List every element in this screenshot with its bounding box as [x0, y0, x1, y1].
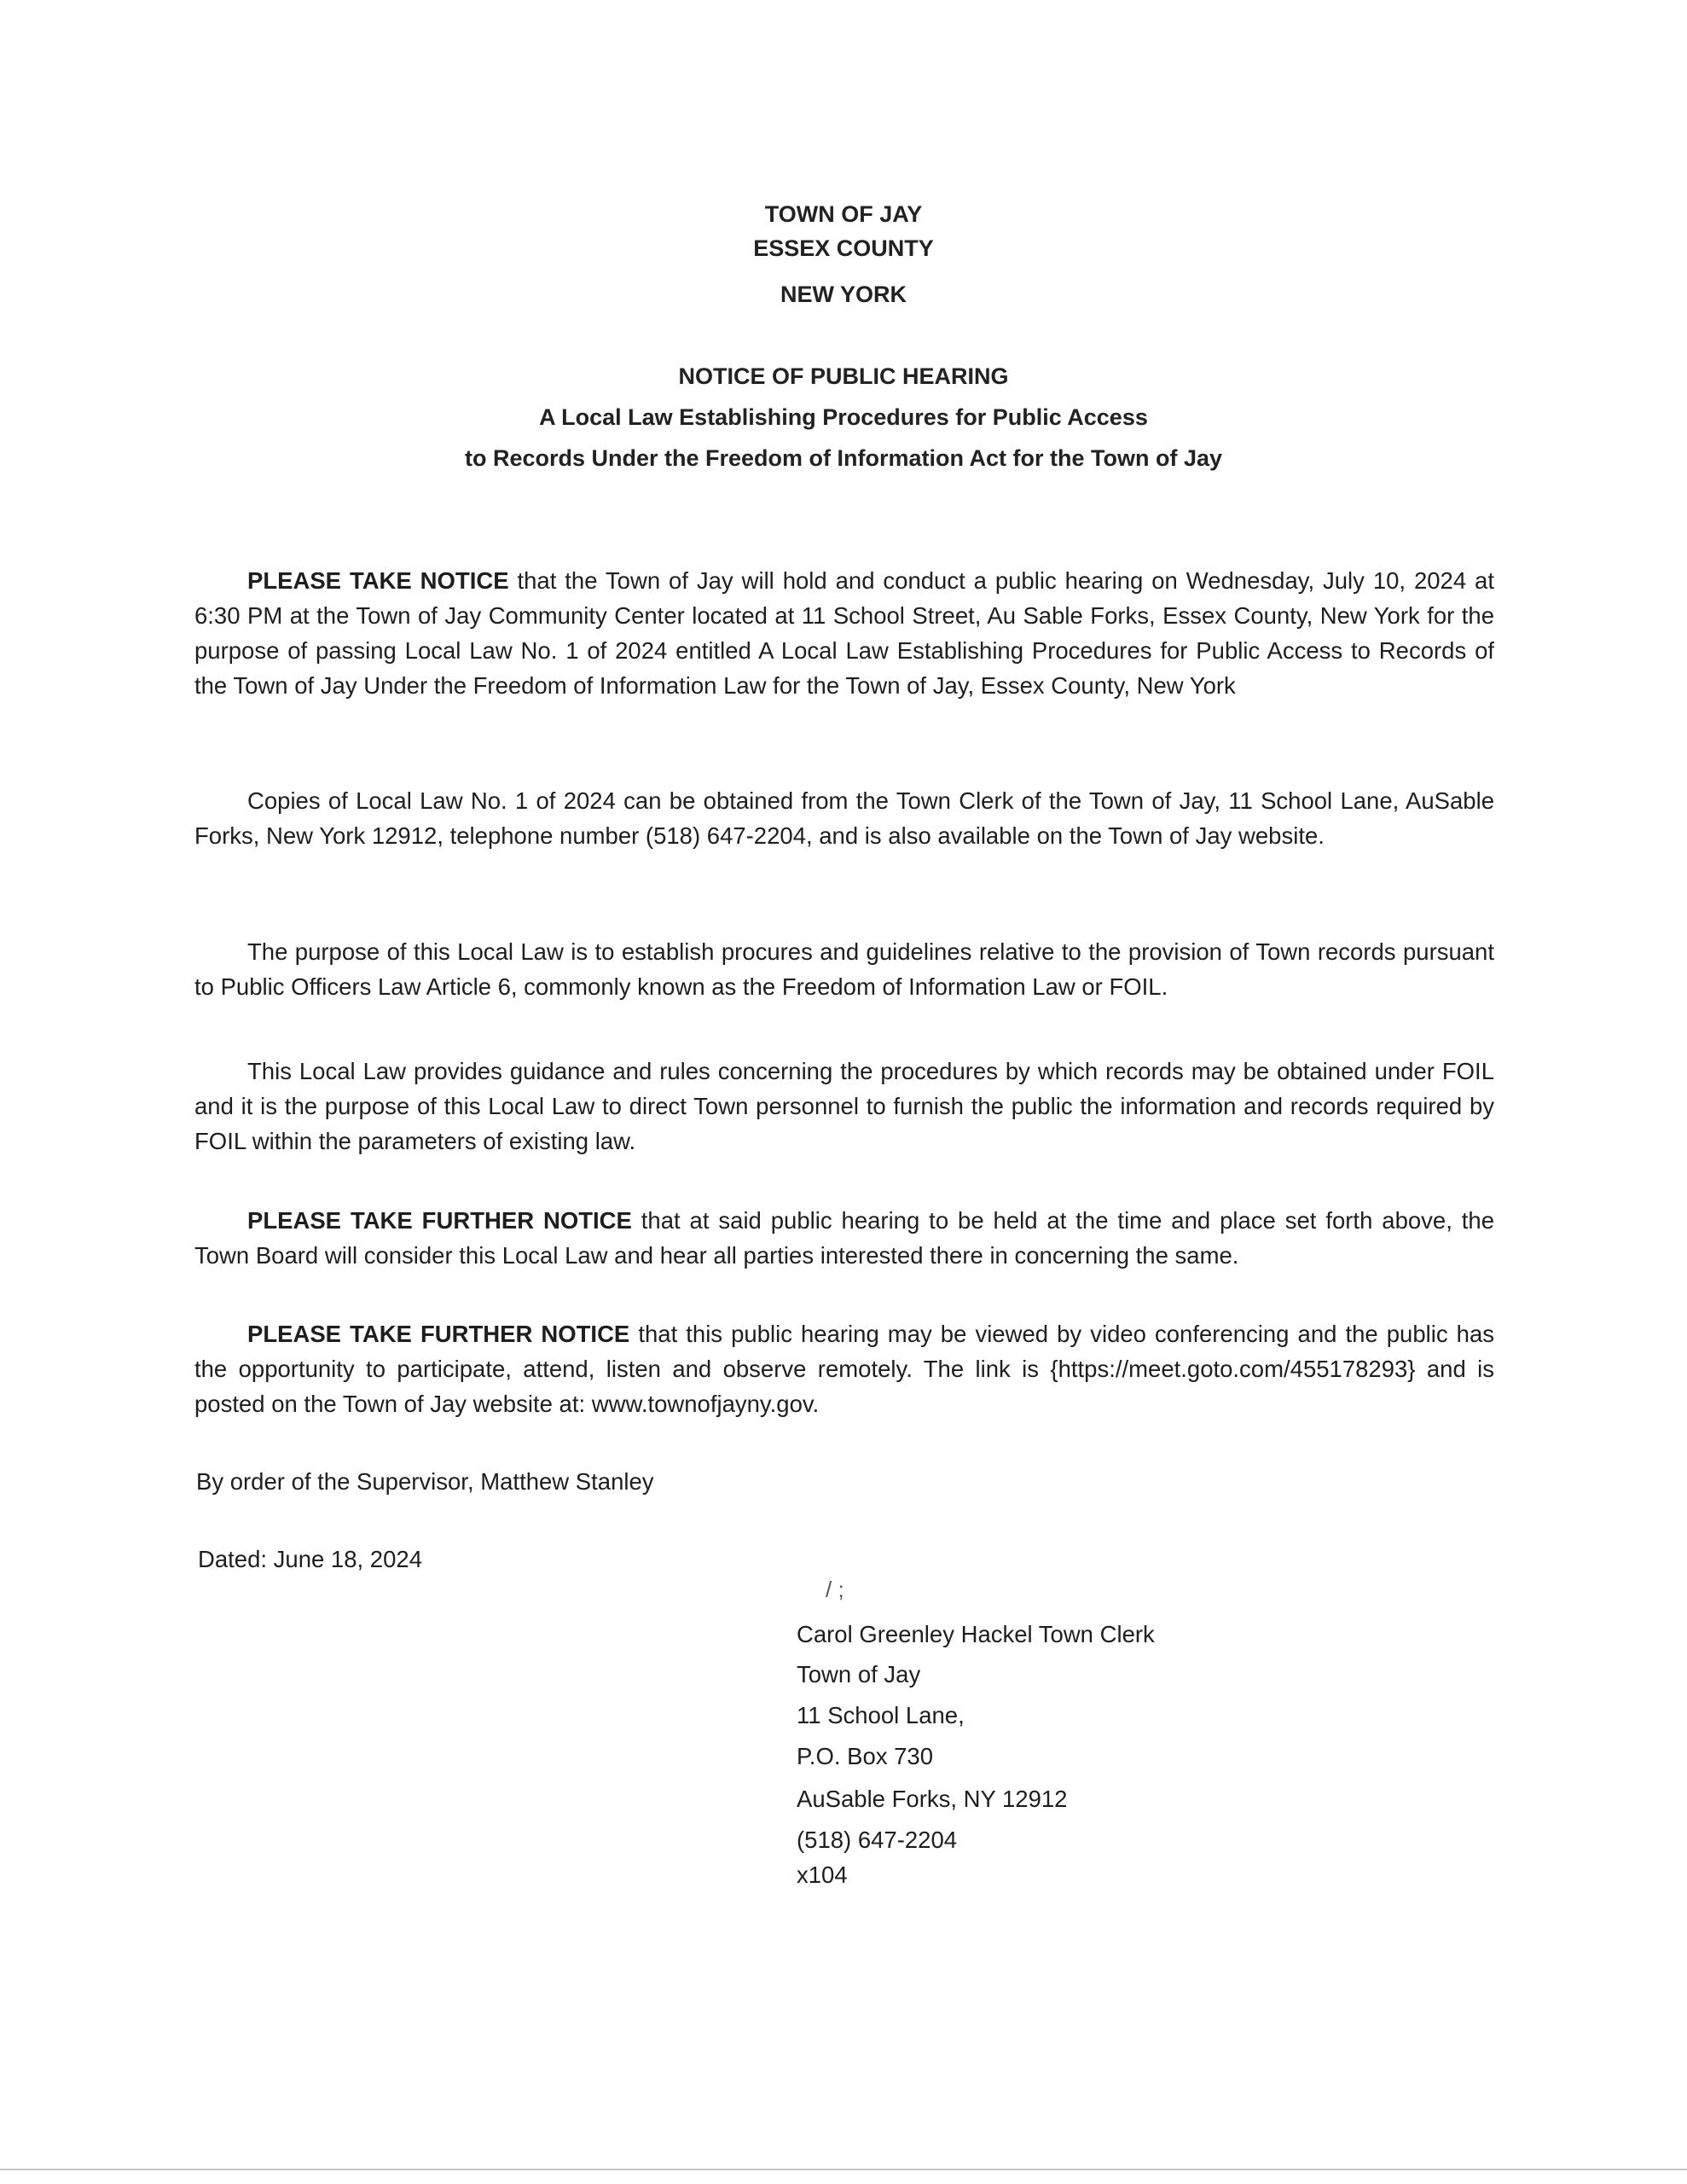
paragraph-copies	[194, 783, 1494, 853]
paragraph-purpose	[194, 934, 1494, 1004]
supervisor-order: By order of the Supervisor, Matthew Stanley	[196, 1468, 654, 1495]
paragraph-purpose-text: The purpose of this Local Law is to establish procures and guidelines relative to the provision of Town records pursuant to Public Officers Law Article 6, commonly known as the Freedom of Information Law or FOIL.	[194, 938, 1494, 1000]
header-town: TOWN OF JAY	[764, 201, 923, 227]
paragraph-further-notice-2-text: that this public hearing may be viewed by video conferencing and the public has the opportunity to participate, attend, listen and observe remotely. The link is {https://meet.goto.com/455178293} and is posted on the Town of Jay website at: www.townofjayny.gov.	[194, 1321, 1494, 1417]
signatory-name-title: Carol Greenley Hackel Town Clerk	[797, 1621, 1155, 1647]
paragraph-copies-text: Copies of Local Law No. 1 of 2024 can be obtained from the Town Clerk of the Town of Jay, 11 School Lane, AuSable Forks, New York 12912, telephone number (518) 647-2204, and is also available on the Town of Jay website.	[194, 787, 1494, 849]
paragraph-further-notice-1	[194, 1203, 1494, 1273]
signatory-phone: (518) 647-2204	[797, 1827, 958, 1853]
paragraph-further-notice-2-lead: PLEASE TAKE FURTHER NOTICE	[247, 1321, 630, 1347]
paragraph-further-notice-2	[194, 1316, 1494, 1421]
paragraph-guidance	[194, 1054, 1494, 1159]
signature-mark: / ;	[826, 1577, 844, 1602]
paragraph-further-notice-1-text: that at said public hearing to be held at the time and place set forth above, the Town Board will consider this Local Law and hear all parties interested there in concerning the same.	[194, 1207, 1494, 1269]
paragraph-guidance-text: This Local Law provides guidance and rules concerning the procedures by which records may be obtained under FOIL and it is the purpose of this Local Law to direct Town personnel to furnish the public the information and records required by FOIL within the parameters of existing law.	[194, 1058, 1494, 1154]
notice-subtitle-line2: to Records Under the Freedom of Information Act for the Town of Jay	[464, 445, 1223, 471]
signatory-po-box: P.O. Box 730	[797, 1743, 934, 1769]
notice-title: NOTICE OF PUBLIC HEARING	[678, 363, 1009, 389]
signatory-org: Town of Jay	[797, 1661, 921, 1687]
paragraph-notice-lead: PLEASE TAKE NOTICE	[247, 567, 509, 594]
paragraph-further-notice-1-lead: PLEASE TAKE FURTHER NOTICE	[247, 1207, 632, 1234]
notice-subtitle-line1: A Local Law Establishing Procedures for Public Access	[539, 404, 1148, 430]
paragraph-notice	[194, 563, 1494, 703]
paragraph-notice-text: that the Town of Jay will hold and conduct a public hearing on Wednesday, July 10, 2024 at 6:30 PM at the Town of Jay Community Center located at 11 School Street, Au Sable Forks, Essex County, New York for the purpose of passing Local Law No. 1 of 2024 entitled A Local Law Establishing Procedures for Public Access to Records of the Town of Jay Under the Freedom of Information Law for the Town of Jay, Essex County, New York	[194, 567, 1494, 699]
header-county: ESSEX COUNTY	[753, 235, 934, 261]
signatory-street: 11 School Lane,	[797, 1702, 965, 1728]
page-bottom-rule	[0, 2169, 1687, 2170]
header-state: NEW YORK	[780, 282, 907, 307]
dated-line: Dated: June 18, 2024	[198, 1546, 422, 1572]
signatory-extension: x104	[797, 1862, 848, 1888]
signatory-city: AuSable Forks, NY 12912	[797, 1786, 1068, 1812]
